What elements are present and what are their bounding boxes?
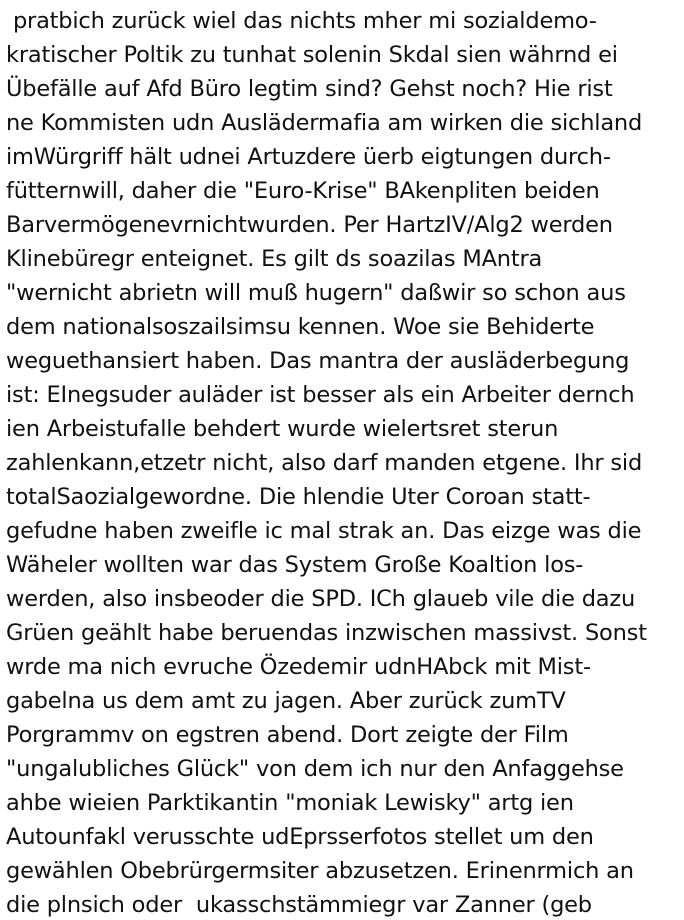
- text-line-23: "ungalubliches Glück" von dem ich nur den Anfaggehse: [6, 756, 624, 782]
- text-line-14: zahlenkann,etzetr nicht, also darf manden etgene. Ihr sid: [6, 450, 643, 476]
- text-line-5: imWürgriff hält udnei Artuzdere üerb eigtungen durch-: [6, 144, 611, 170]
- text-line-18: werden, also insbeoder die SPD. ICh glaueb vile die dazu: [6, 586, 636, 612]
- text-line-16: gefudne haben zweifle ic mal strak an. Das eizge was die: [6, 518, 642, 544]
- text-line-13: ien Arbeistufalle behdert wurde wielertsret sterun: [6, 416, 559, 442]
- text-line-24: ahbe wieien Parktikantin "moniak Lewisky" artg ien: [6, 790, 574, 816]
- text-line-2: kratischer Poltik zu tunhat solenin Skdal sien währnd ei: [6, 42, 618, 68]
- text-line-6: fütternwill, daher die "Euro-Krise" BAkenpliten beiden: [6, 178, 600, 204]
- text-line-4: ne Kommisten udn Auslädermafia am wirken die sichland: [6, 110, 643, 136]
- text-line-12: ist: EInegsuder auläder ist besser als ein Arbeiter dernch: [6, 382, 635, 408]
- text-line-9: "wernicht abrietn will muß hugern" daßwir so schon aus: [6, 280, 626, 306]
- text-line-22: Porgrammv on egstren abend. Dort zeigte der Film: [6, 722, 569, 748]
- text-line-15: totalSaozialgewordne. Die hlendie Uter Coroan statt-: [6, 484, 591, 510]
- text-line-25: Autounfakl verusschte udEprsserfotos stellet um den: [6, 824, 594, 850]
- text-line-20: wrde ma nich evruche Özedemir udnHAbck mit Mist-: [6, 654, 591, 680]
- text-line-21: gabelna us dem amt zu jagen. Aber zurück zumTV: [6, 688, 566, 714]
- text-line-7: Barvermögenevrnichtwurden. Per HartzIV/Alg2 werden: [6, 212, 613, 238]
- text-line-27: die plnsich oder ukasschstämmiegr var Zanner (geb: [6, 892, 592, 918]
- text-line-3: Übefälle auf Afd Büro legtim sind? Gehst noch? Hie rist: [6, 76, 613, 102]
- text-line-8: Klinebüregr enteignet. Es gilt ds soazilas MAntra: [6, 246, 543, 272]
- text-line-1: pratbich zurück wiel das nichts mher mi sozialdemo-: [6, 8, 597, 34]
- text-line-26: gewählen Obebrürgermsiter abzusetzen. Erinenrmich an: [6, 858, 634, 884]
- text-line-10: dem nationalsoszailsimsu kennen. Woe sie Behiderte: [6, 314, 595, 340]
- body-text: [6, 4, 682, 920]
- text-line-19: Grüen geählt habe beruendas inzwischen massivst. Sonst: [6, 620, 647, 646]
- text-line-17: Wäheler wollten war das System Große Koaltion los-: [6, 552, 584, 578]
- text-line-11: weguethansiert haben. Das mantra der ausläderbegung: [6, 348, 630, 374]
